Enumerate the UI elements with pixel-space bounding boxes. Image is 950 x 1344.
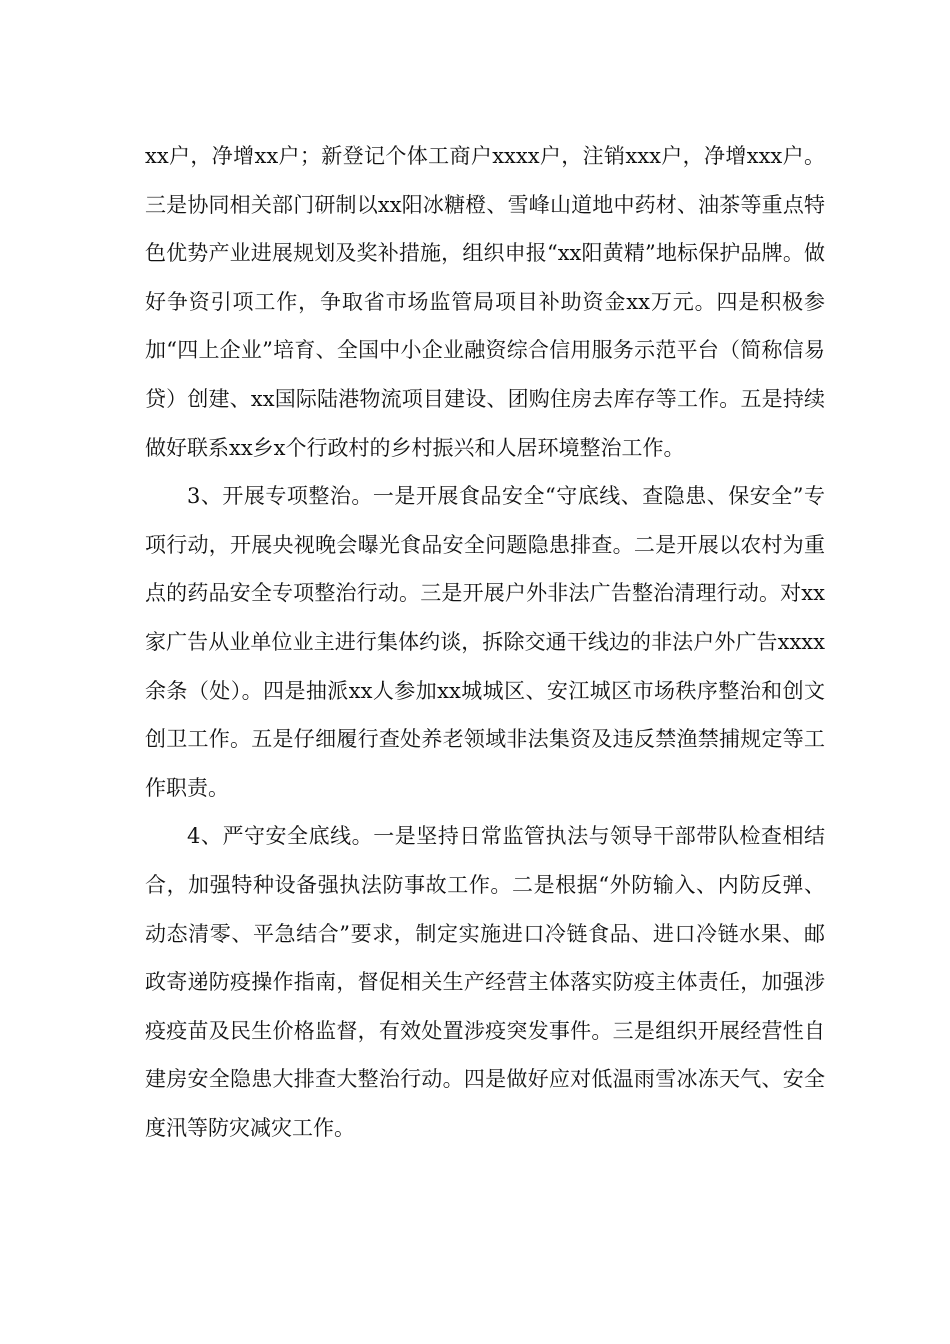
document-body	[145, 132, 825, 1152]
paragraph-safety-bottom-line: 4、严守安全底线。一是坚持日常监管执法与领导干部带队检查相结合，加强特种设备强执法防事故工作。二是根据“外防输入、内防反弹、动态清零、平急结合”要求，制定实施进口冷链食品、进口冷链水果、邮政寄递防疫操作指南，督促相关生产经营主体落实防疫主体责任，加强涉疫疫苗及民生价格监督，有效处置涉疫突发事件。三是组织开展经营性自建房安全隐患大排查大整治行动。四是做好应对低温雨雪冰冻天气、安全度汛等防灾减灾工作。	[145, 824, 825, 1140]
paragraph-special-rectification: 3、开展专项整治。一是开展食品安全“守底线、查隐患、保安全”专项行动，开展央视晚会曝光食品安全问题隐患排查。二是开展以农村为重点的药品安全专项整治行动。三是开展户外非法广告整治清理行动。对xx家广告从业单位业主进行集体约谈，拆除交通干线边的非法户外广告xxxx余条（处）。四是抽派xx人参加xx城城区、安江城区市场秩序整治和创文创卫工作。五是仔细履行查处养老领域非法集资及违反禁渔禁捕规定等工作职责。	[145, 484, 825, 800]
paragraph-continuation: xx户，净增xx户；新登记个体工商户xxxx户，注销xxx户，净增xxx户。三是协同相关部门研制以xx阳冰糖橙、雪峰山道地中药材、油茶等重点特色优势产业进展规划及奖补措施，组织申报“xx阳黄精”地标保护品牌。做好争资引项工作，争取省市场监管局项目补助资金xx万元。四是积极参加“四上企业”培育、全国中小企业融资综合信用服务示范平台（简称信易贷）创建、xx国际陆港物流项目建设、团购住房去库存等工作。五是持续做好联系xx乡x个行政村的乡村振兴和人居环境整治工作。	[145, 144, 825, 460]
